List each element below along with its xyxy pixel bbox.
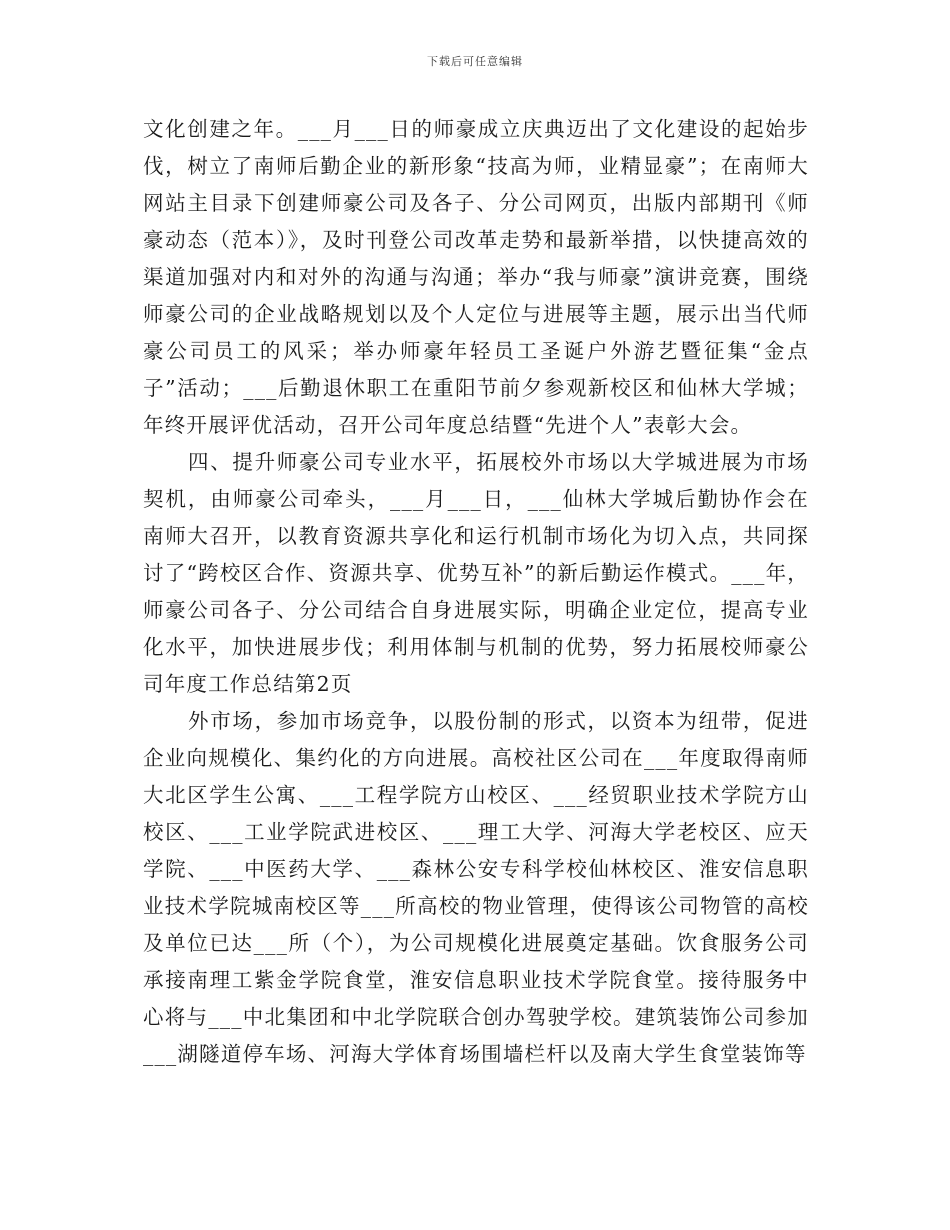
document-body [143, 111, 809, 1073]
page-header: 下载后可任意编辑 [427, 55, 523, 68]
paragraph-expand-market: 四、提升师豪公司专业水平，拓展校外市场以大学城进展为市场契机，由师豪公司牵头，___月___日，___仙林大学城后勤协作会在南师大召开，以教育资源共享化和运行机制市场化为切入点，共同探讨了“跨校区合作、资源共享、优势互补”的新后勤运作模式。___年，师豪公司各子、分公司结合自身进展实际，明确企业定位，提高专业化水平，加快进展步伐；利用体制与机制的优势，努力拓展校师豪公司年度工作总结第2页 [143, 450, 809, 696]
paragraph-culture-year: 文化创建之年。___月___日的师豪成立庆典迈出了文化建设的起始步伐，树立了南师后勤企业的新形象“技高为师，业精显豪”；在南师大网站主目录下创建师豪公司及各子、分公司网页，出版内部期刊《师豪动态（范本）》，及时刊登公司改革走势和最新举措，以快捷高效的渠道加强对内和对外的沟通与沟通；举办“我与师豪”演讲竞赛，围绕师豪公司的企业战略规划以及个人定位与进展等主题，展示出当代师豪公司员工的风采；举办师豪年轻员工圣诞户外游艺暨征集“金点子”活动；___后勤退休职工在重阳节前夕参观新校区和仙林大学城；年终开展评优活动，召开公司年度总结暨“先进个人”表彰大会。 [143, 117, 809, 437]
paragraph-external-market: 外市场，参加市场竞争，以股份制的形式，以资本为纽带，促进企业向规模化、集约化的方向进展。高校社区公司在___年度取得南师大北区学生公寓、___工程学院方山校区、___经贸职业技术学院方山校区、___工业学院武进校区、___理工大学、河海大学老校区、应天学院、___中医药大学、___森林公安专科学校仙林校区、淮安信息职业技术学院城南校区等___所高校的物业管理，使得该公司物管的高校及单位已达___所（个），为公司规模化进展奠定基础。饮食服务公司承接南理工紫金学院食堂，淮安信息职业技术学院食堂。接待服务中心将与___中北集团和中北学院联合创办驾驶学校。建筑装饰公司参加___湖隧道停车场、河海大学体育场围墙栏杆以及南大学生食堂装饰等 [143, 709, 809, 1066]
